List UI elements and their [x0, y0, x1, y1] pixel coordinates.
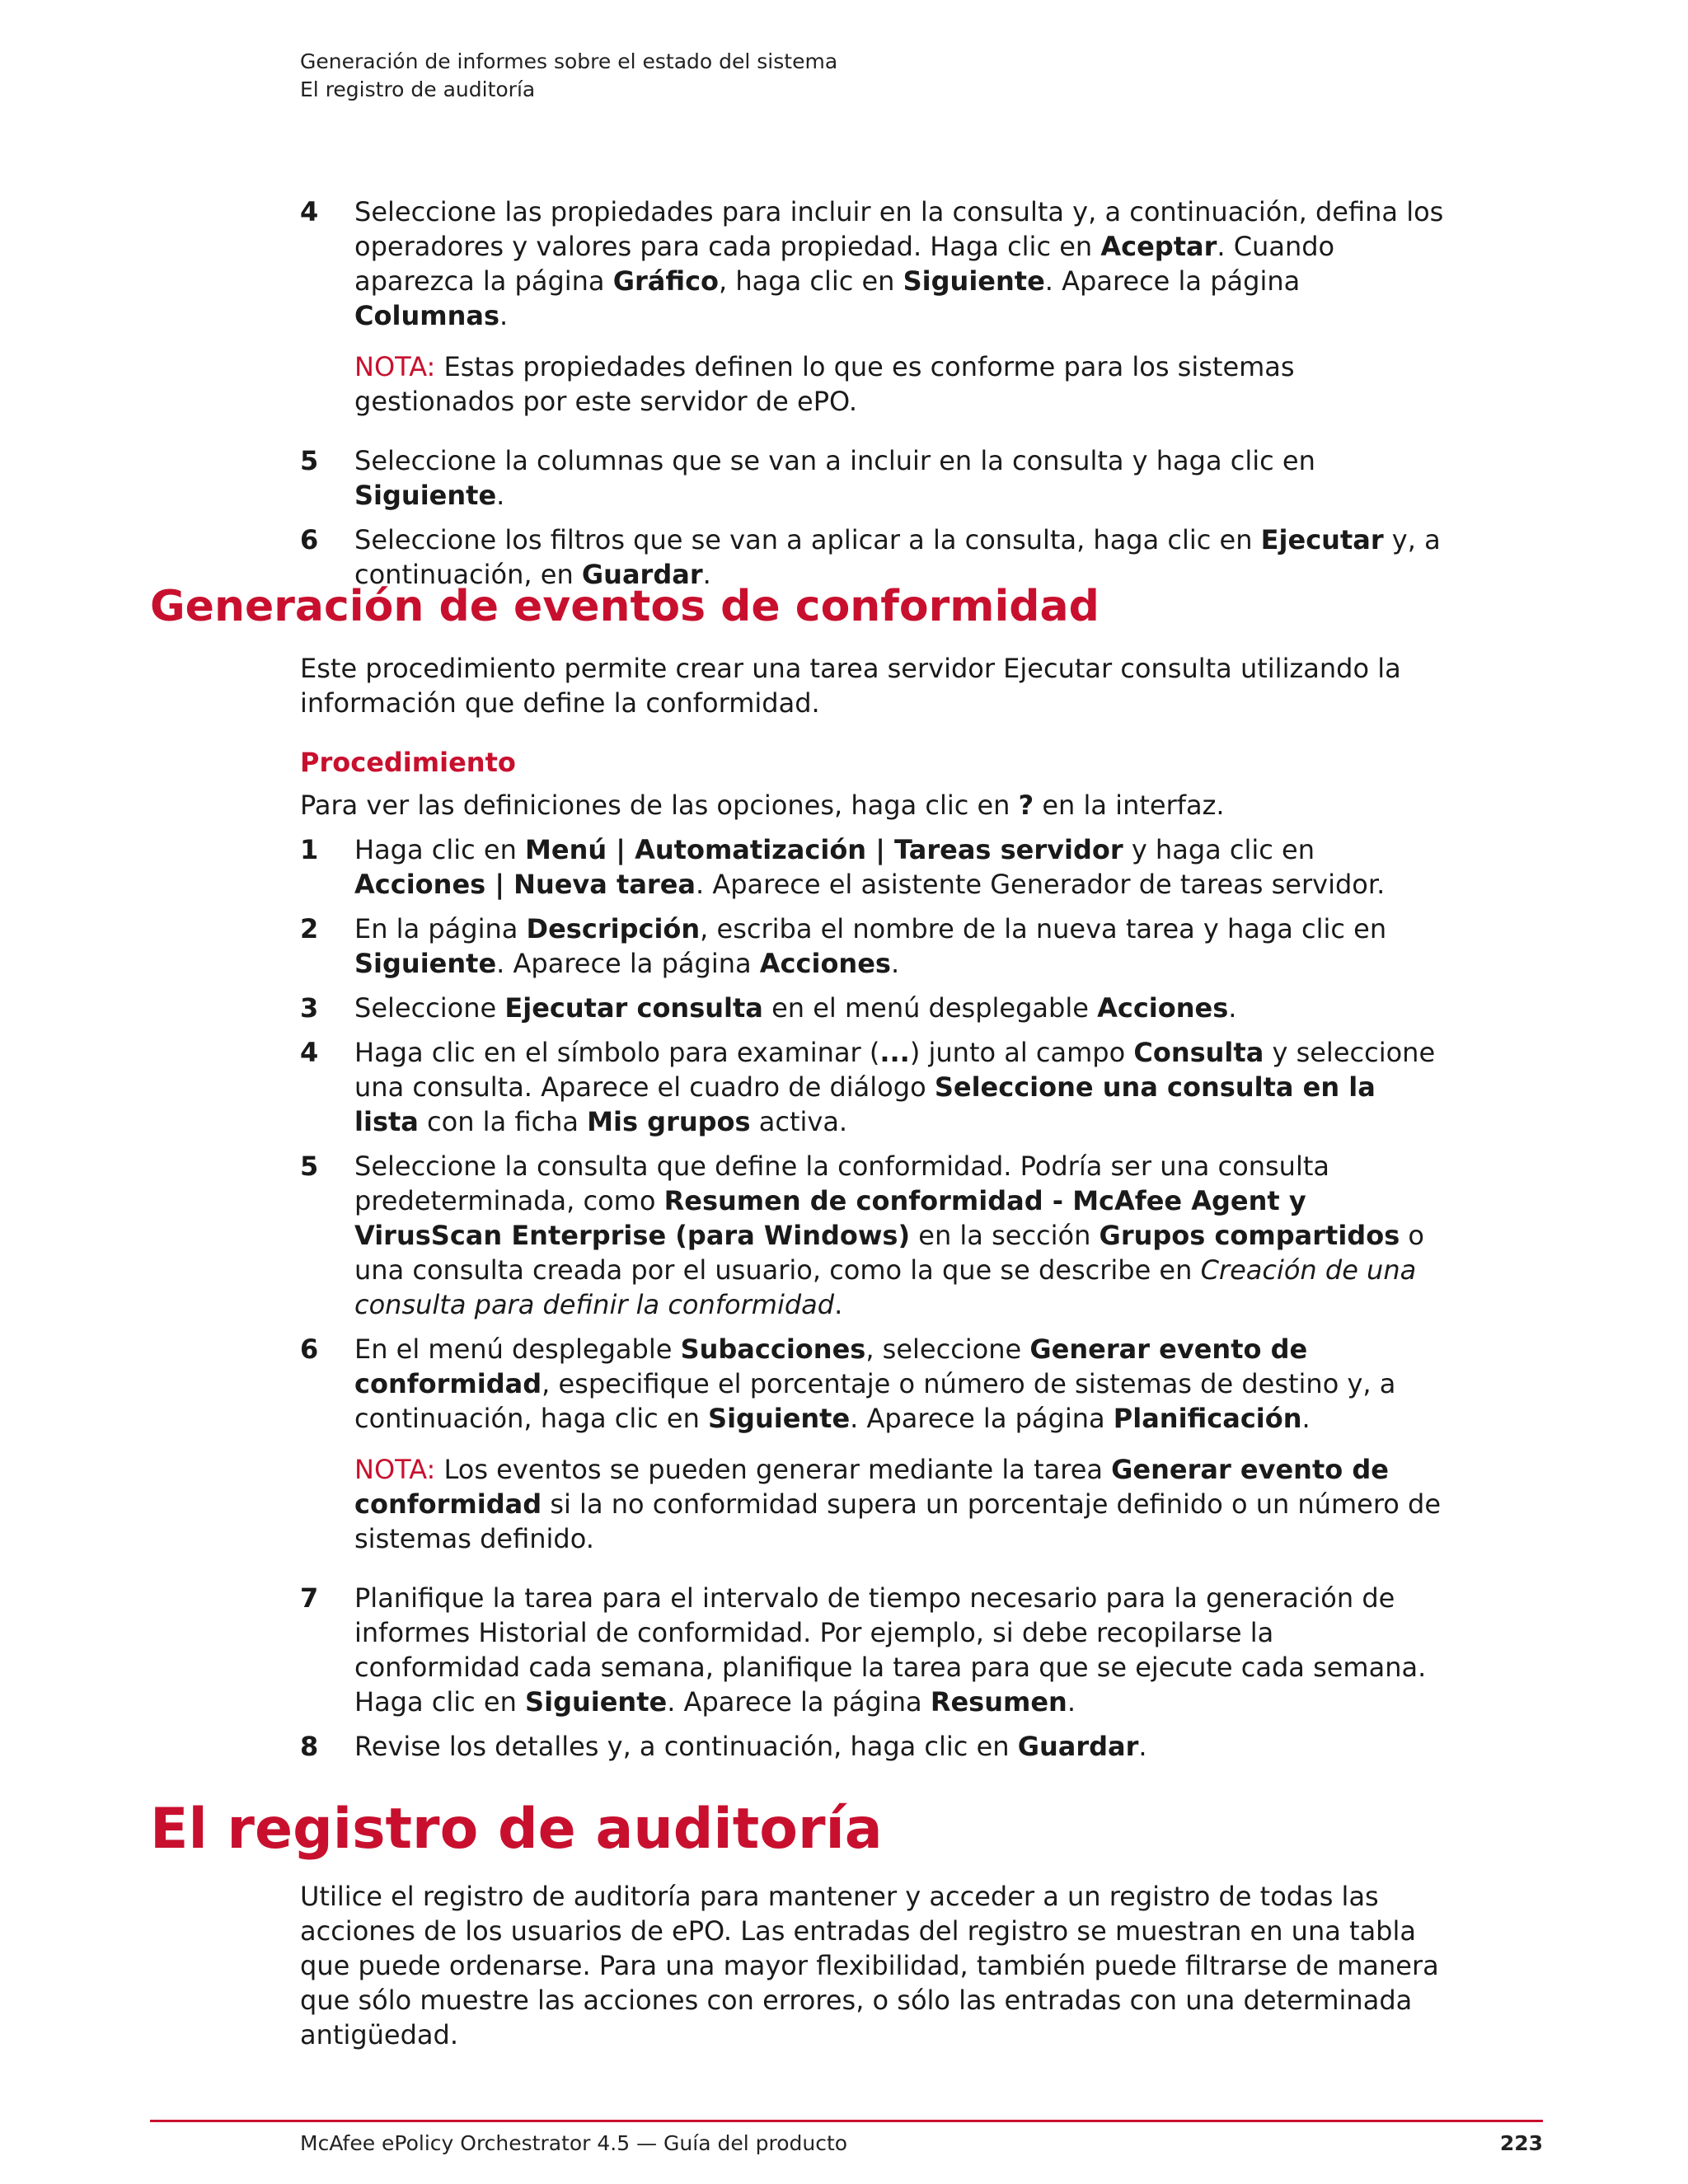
section-heading-audit-log: El registro de auditoría	[150, 1797, 883, 1862]
note-properties: NOTA: Estas propiedades definen lo que es conforme para los sistemas gestionados por este servidor de ePO.	[354, 351, 1295, 417]
procedure-heading: Procedimiento	[300, 747, 516, 778]
audit-log-intro: Utilice el registro de auditoría para mantener y acceder a un registro de todas las acciones de los usuarios de ePO. Las entradas del registro se muestran en una tabla que puede ordenarse. Para una mayor flexibilidad, también puede filtrarse de manera que sólo muestre las acciones con errores, o sólo las entradas con una determinada antigüedad.	[300, 1881, 1439, 2050]
section-heading-compliance-events: Generación de eventos de conformidad	[150, 582, 1100, 631]
proc-step-6: 6 En el menú desplegable Subacciones, seleccione Generar evento de conformidad, especifique el porcentaje o número de sistemas de destino y, a continuación, haga clic en Siguiente. Aparece la página Planificación.	[300, 1333, 1396, 1434]
proc-step-7: 7 Planifique la tarea para el intervalo de tiempo necesario para la generación de informes Historial de conformidad. Por ejemplo, si debe recopilarse la conformidad cada semana, planifique la tarea para que se ejecute cada semana. Haga clic en Siguiente. Aparece la página Resumen.	[300, 1582, 1427, 1718]
procedure-intro: Para ver las definiciones de las opciones, haga clic en ? en la interfaz.	[300, 790, 1225, 821]
proc-step-1: 1 Haga clic en Menú | Automatización | Tareas servidor y haga clic en Acciones | Nueva tarea. Aparece el asistente Generador de tareas servidor.	[300, 834, 1386, 900]
section-audit-body	[300, 1879, 1446, 2052]
top-steps	[300, 194, 1446, 592]
section-intro: Este procedimiento permite crear una tarea servidor Ejecutar consulta utilizando la información que define la conformidad.	[300, 653, 1401, 719]
proc-step-8: 8 Revise los detalles y, a continuación, haga clic en Guardar.	[300, 1731, 1147, 1762]
note-compliance-event: NOTA: Los eventos se pueden generar mediante la tarea Generar evento de conformidad si la no conformidad supera un porcentaje definido o un número de sistemas definido.	[354, 1454, 1442, 1554]
footer-title: McAfee ePolicy Orchestrator 4.5 — Guía del producto	[300, 2131, 848, 2155]
proc-step-4: 4 Haga clic en el símbolo para examinar (...) junto al campo Consulta y seleccione una consulta. Aparece el cuadro de diálogo Seleccione una consulta en la lista con la ficha Mis grupos activa.	[300, 1037, 1436, 1137]
footer-rule	[150, 2120, 1543, 2122]
proc-step-5: 5 Seleccione la consulta que define la conformidad. Podría ser una consulta predeterminada, como Resumen de conformidad - McAfee Agent y VirusScan Enterprise (para Windows) en la sección Grupos compartidos o una consulta creada por el usuario, como la que se describe en Creación de una consulta para definir la conformidad.	[300, 1151, 1424, 1320]
page-number: 223	[1499, 2131, 1543, 2155]
proc-step-3: 3 Seleccione Ejecutar consulta en el menú desplegable Acciones.	[300, 992, 1237, 1024]
header-section: El registro de auditoría	[300, 77, 536, 101]
top-step-6: 6 Seleccione los filtros que se van a aplicar a la consulta, haga clic en Ejecutar y, a continuación, en Guardar.	[300, 524, 1441, 590]
top-step-4: 4 Seleccione las propiedades para incluir en la consulta y, a continuación, defina los operadores y valores para cada propiedad. Haga clic en Aceptar. Cuando aparezca la página Gráfico, haga clic en Siguiente. Aparece la página Columnas.	[300, 196, 1444, 331]
proc-step-2: 2 En la página Descripción, escriba el nombre de la nueva tarea y haga clic en Siguiente. Aparece la página Acciones.	[300, 913, 1387, 979]
section-compliance-body	[300, 651, 1446, 1764]
running-header	[300, 48, 837, 104]
header-chapter: Generación de informes sobre el estado del sistema	[300, 49, 838, 73]
top-step-5: 5 Seleccione la columnas que se van a incluir en la consulta y haga clic en Siguiente.	[300, 445, 1315, 511]
cross-reference-link[interactable]: Creación de una consulta para definir la conformidad	[354, 1254, 1417, 1320]
